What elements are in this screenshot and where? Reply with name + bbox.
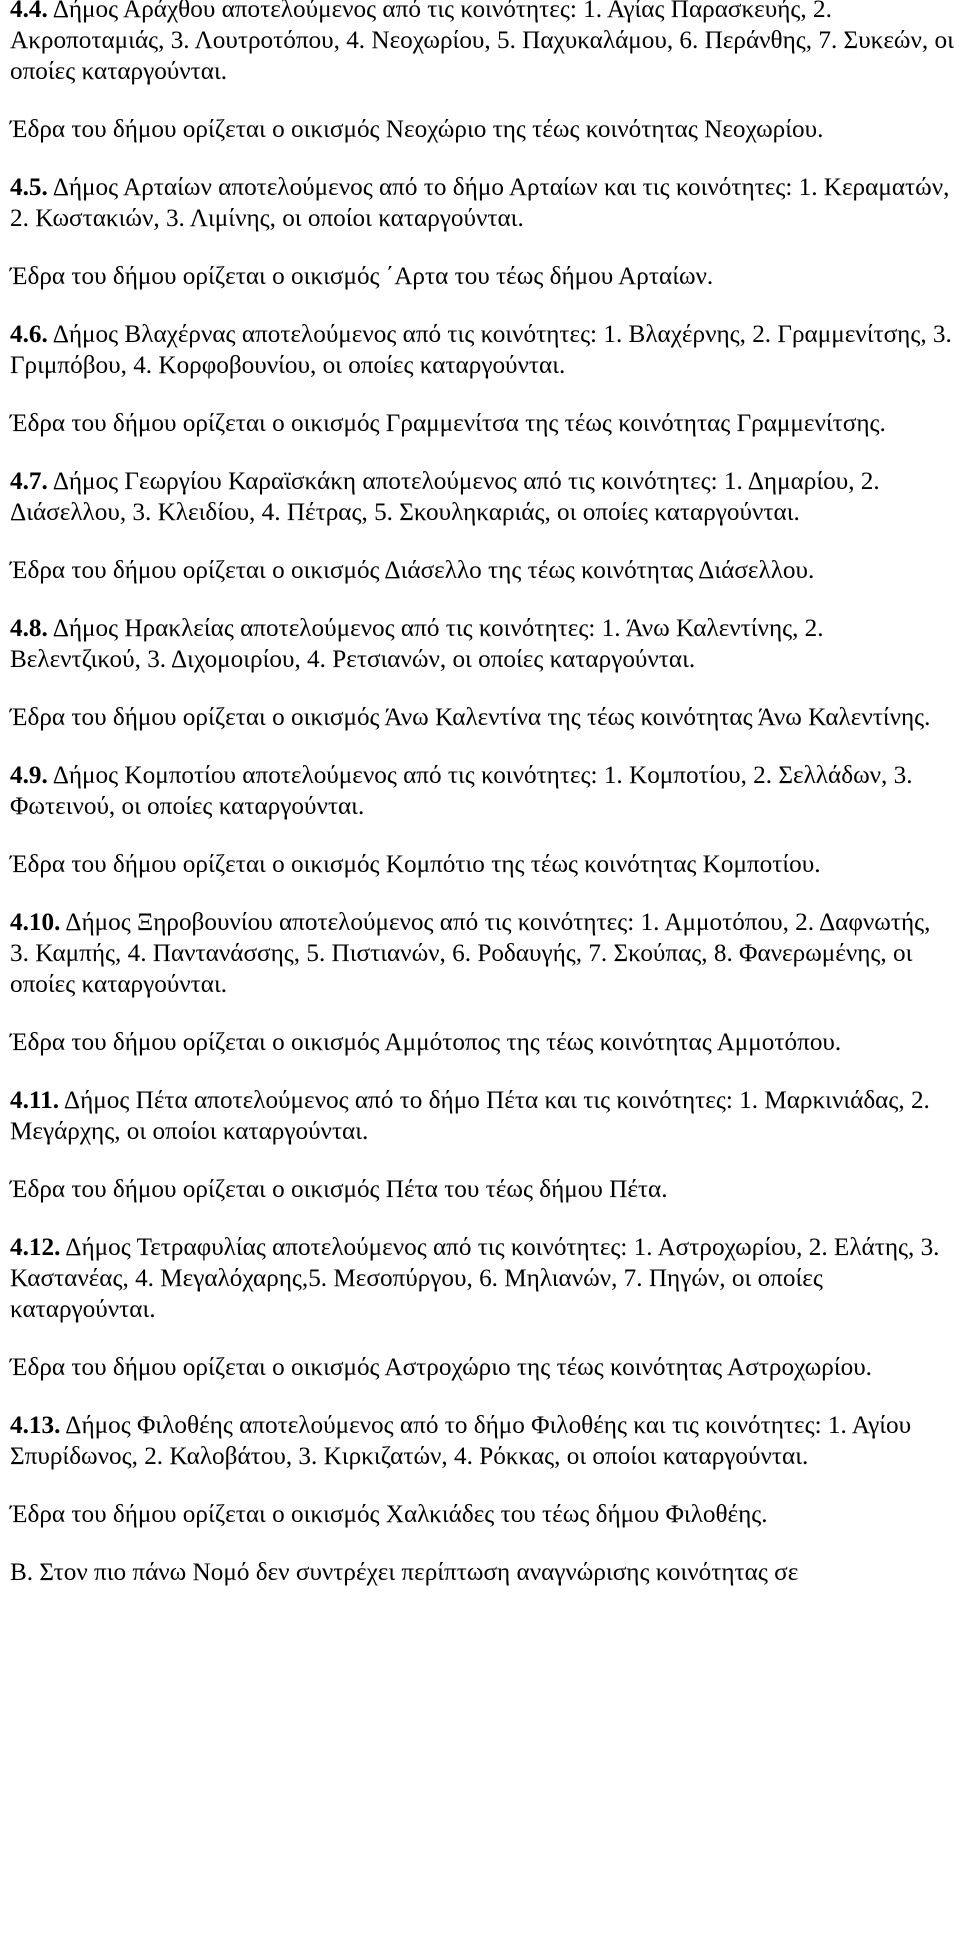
section-4-9-municipality	[10, 760, 955, 822]
section-number: 4.13.	[10, 1412, 61, 1439]
section-text: Δήμος Αρταίων αποτελούμενος από το δήμο Αρταίων και τις κοινότητες: 1. Κεραματών, 2. Κωστακιών, 3. Λιμίνης, οι οποίοι καταργούνται.	[10, 174, 950, 232]
section-number: 4.7.	[10, 468, 48, 495]
section-number: 4.10.	[10, 909, 61, 936]
section-text: Δήμος Ηρακλείας αποτελούμενος από τις κοινότητες: 1. Άνω Καλεντίνης, 2. Βελεντζικού, 3. Διχομοιρίου, 4. Ρετσιανών, οι οποίες καταργούνται.	[10, 615, 824, 673]
section-4-12-seat: Έδρα του δήμου ορίζεται ο οικισμός Αστροχώριο της τέως κοινότητας Αστροχωρίου.	[10, 1354, 872, 1381]
document-body	[10, 0, 955, 1615]
closing-paragraph: Β. Στον πιο πάνω Νομό δεν συντρέχει περίπτωση αναγνώρισης κοινότητας σε	[10, 1559, 799, 1586]
section-4-13-municipality	[10, 1410, 955, 1472]
section-4-7-municipality	[10, 466, 955, 528]
section-text: Δήμος Φιλοθέης αποτελούμενος από το δήμο Φιλοθέης και τις κοινότητες: 1. Αγίου Σπυρίδωνος, 2. Καλοβάτου, 3. Κιρκιζατών, 4. Ρόκκας, οι οποίοι καταργούνται.	[10, 1412, 912, 1470]
section-text: Δήμος Γεωργίου Καραϊσκάκη αποτελούμενος από τις κοινότητες: 1. Δημαρίου, 2. Διάσελλου, 3. Κλειδίου, 4. Πέτρας, 5. Σκουληκαριάς, οι οποίες καταργούνται.	[10, 468, 880, 526]
section-number: 4.5.	[10, 174, 48, 201]
section-text: Δήμος Κομποτίου αποτελούμενος από τις κοινότητες: 1. Κομποτίου, 2. Σελλάδων, 3. Φωτεινού, οι οποίες καταργούνται.	[10, 762, 913, 820]
section-text: Δήμος Βλαχέρνας αποτελούμενος από τις κοινότητες: 1. Βλαχέρνης, 2. Γραμμενίτσης, 3. Γριμπόβου, 4. Κορφοβουνίου, οι οποίες καταργούνται.	[10, 321, 952, 379]
section-number: 4.9.	[10, 762, 48, 789]
section-4-8-seat: Έδρα του δήμου ορίζεται ο οικισμός Άνω Καλεντίνα της τέως κοινότητας Άνω Καλεντίνης.	[10, 704, 931, 731]
section-4-11-seat: Έδρα του δήμου ορίζεται ο οικισμός Πέτα του τέως δήμου Πέτα.	[10, 1176, 668, 1203]
section-4-12-municipality	[10, 1232, 955, 1325]
section-number: 4.8.	[10, 615, 48, 642]
section-number: 4.6.	[10, 321, 48, 348]
section-text: Δήμος Ξηροβουνίου αποτελούμενος από τις κοινότητες: 1. Αμμοτόπου, 2. Δαφνωτής, 3. Καμπής, 4. Παντανάσσης, 5. Πιστιανών, 6. Ροδαυγής, 7. Σκούπας, 8. Φανερωμένης, οι οποίες καταργούνται.	[10, 909, 931, 998]
section-4-9-seat: Έδρα του δήμου ορίζεται ο οικισμός Κομπότιο της τέως κοινότητας Κομποτίου.	[10, 851, 821, 878]
section-text: Δήμος Τετραφυλίας αποτελούμενος από τις κοινότητες: 1. Αστροχωρίου, 2. Ελάτης, 3. Καστανέας, 4. Μεγαλόχαρης,5. Μεσοπύργου, 6. Μηλιανών, 7. Πηγών, οι οποίες καταργούνται.	[10, 1234, 940, 1323]
section-4-10-municipality	[10, 907, 955, 1000]
section-4-6-seat: Έδρα του δήμου ορίζεται ο οικισμός Γραμμενίτσα της τέως κοινότητας Γραμμενίτσης.	[10, 410, 886, 437]
section-4-4-seat: Έδρα του δήμου ορίζεται ο οικισμός Νεοχώριο της τέως κοινότητας Νεοχωρίου.	[10, 116, 824, 143]
section-4-5-seat: Έδρα του δήμου ορίζεται ο οικισμός ΄Αρτα του τέως δήμου Αρταίων.	[10, 263, 714, 290]
section-4-6-municipality	[10, 319, 955, 381]
section-text: Δήμος Πέτα αποτελούμενος από το δήμο Πέτα και τις κοινότητες: 1. Μαρκινιάδας, 2. Μεγάρχης, οι οποίοι καταργούνται.	[10, 1087, 930, 1145]
section-4-10-seat: Έδρα του δήμου ορίζεται ο οικισμός Αμμότοπος της τέως κοινότητας Αμμοτόπου.	[10, 1029, 842, 1056]
section-number: 4.11.	[10, 1087, 59, 1114]
section-text: Δήμος Αράχθου αποτελούμενος από τις κοινότητες: 1. Αγίας Παρασκευής, 2. Ακροποταμιάς, 3. Λουτροτόπου, 4. Νεοχωρίου, 5. Παχυκαλάμου, 6. Περάνθης, 7. Συκεών, οι οποίες καταργούνται.	[10, 0, 954, 85]
section-4-4-municipality	[10, 0, 955, 87]
section-4-8-municipality	[10, 613, 955, 675]
section-4-5-municipality	[10, 172, 955, 234]
section-4-11-municipality	[10, 1085, 955, 1147]
section-4-7-seat: Έδρα του δήμου ορίζεται ο οικισμός Διάσελλο της τέως κοινότητας Διάσελλου.	[10, 557, 815, 584]
section-number: 4.4.	[10, 0, 48, 23]
section-number: 4.12.	[10, 1234, 61, 1261]
section-4-13-seat: Έδρα του δήμου ορίζεται ο οικισμός Χαλκιάδες του τέως δήμου Φιλοθέης.	[10, 1501, 768, 1528]
